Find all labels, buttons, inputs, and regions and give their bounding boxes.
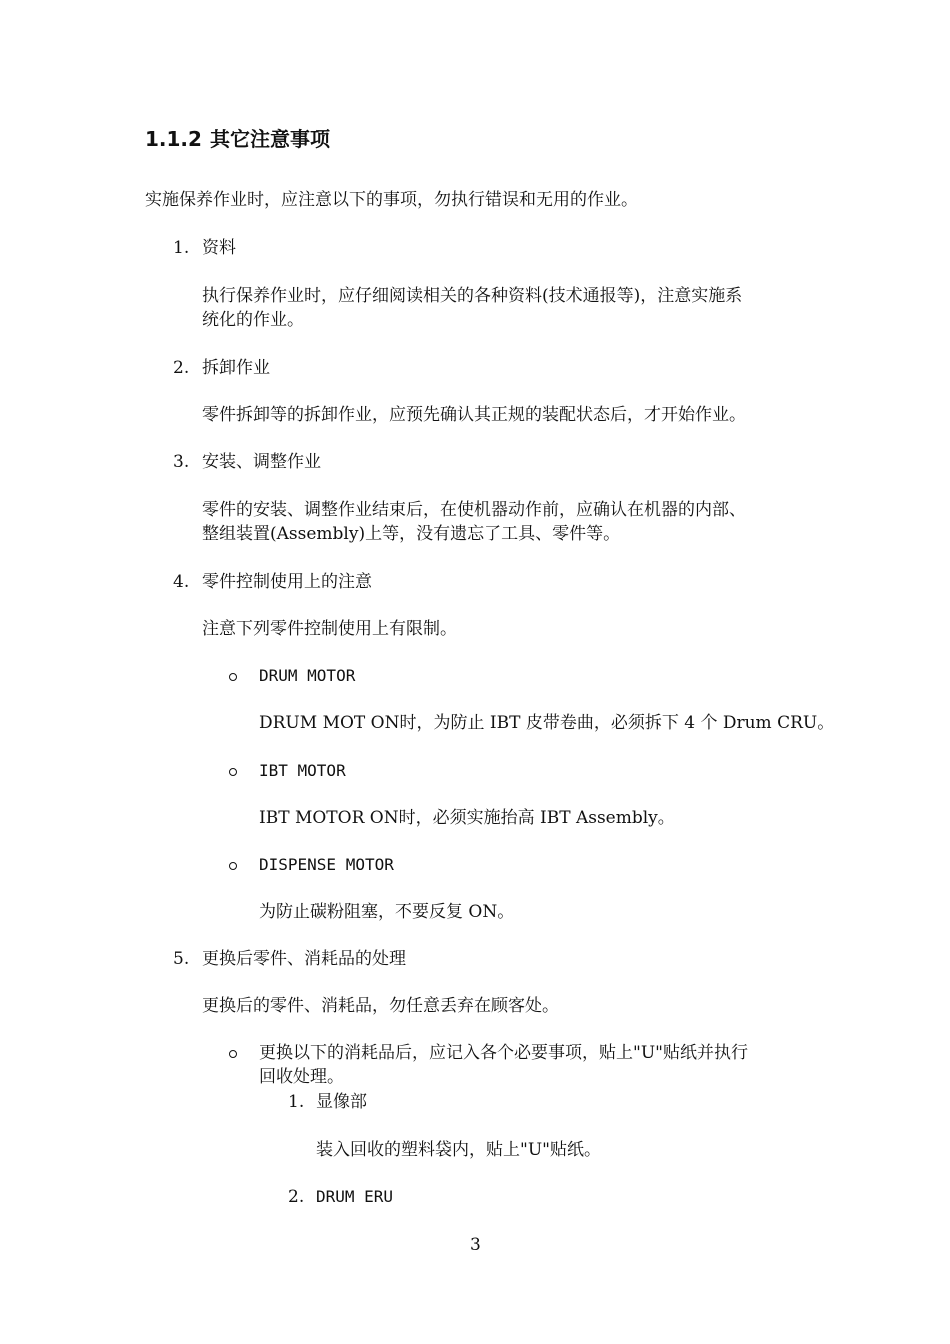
item-3-number: 3.	[173, 452, 190, 472]
step-1-title: 显像部	[316, 1092, 367, 1112]
item-4-title: 零件控制使用上的注意	[202, 572, 372, 592]
section-intro: 实施保养作业时，应注意以下的事项，勿执行错误和无用的作业。	[145, 190, 638, 210]
item-1-body-line-1: 执行保养作业时，应仔细阅读相关的各种资料(技术通报等)，注意实施系	[202, 286, 743, 306]
item-3-title: 安装、调整作业	[202, 452, 321, 472]
section-number: 1.1.2	[145, 127, 202, 151]
item-2-title: 拆卸作业	[202, 358, 270, 378]
bullet-icon	[229, 673, 237, 681]
sub-title-drum-motor: DRUM MOTOR	[259, 666, 356, 685]
item-5-body-line-1: 更换后的零件、消耗品，勿任意丢弃在顾客处。	[202, 996, 559, 1016]
item-5-number: 5.	[173, 949, 190, 969]
step-1-body: 装入回收的塑料袋内，贴上"U"贴纸。	[316, 1140, 601, 1160]
item-3-body-line-2: 整组装置(Assembly)上等，没有遗忘了工具、零件等。	[202, 524, 621, 544]
item-4-number: 4.	[173, 572, 190, 592]
sub-body-ibt-motor: IBT MOTOR ON时，必须实施抬高 IBT Assembly。	[259, 808, 675, 828]
bullet-icon	[229, 1050, 237, 1058]
step-2-number: 2.	[288, 1187, 305, 1207]
section-title: 其它注意事项	[210, 127, 330, 151]
item-3-body-line-1: 零件的安装、调整作业结束后，在使机器动作前，应确认在机器的内部、	[202, 500, 746, 520]
sub-title-dispense-motor: DISPENSE MOTOR	[259, 855, 394, 874]
sub-body-drum-motor: DRUM MOT ON时，为防止 IBT 皮带卷曲，必须拆下 4 个 Drum CRU。	[259, 713, 835, 733]
sub-body-dispense-motor: 为防止碳粉阻塞，不要反复 ON。	[259, 902, 515, 922]
page-number: 3	[470, 1235, 481, 1255]
item-1-title: 资料	[202, 238, 236, 258]
bullet-icon	[229, 768, 237, 776]
item-2-number: 2.	[173, 358, 190, 378]
step-1-number: 1.	[288, 1092, 305, 1112]
item-5-title: 更换后零件、消耗品的处理	[202, 949, 406, 969]
item-1-body-line-2: 统化的作业。	[202, 310, 304, 330]
bullet-icon	[229, 862, 237, 870]
sub-title-replace-line-2: 回收处理。	[259, 1067, 344, 1087]
item-2-body-line-1: 零件拆卸等的拆卸作业，应预先确认其正规的装配状态后，才开始作业。	[202, 405, 746, 425]
item-4-body-line-1: 注意下列零件控制使用上有限制。	[202, 619, 457, 639]
step-2-title: DRUM ERU	[316, 1187, 394, 1206]
item-1-number: 1.	[173, 238, 190, 258]
sub-title-replace-line-1: 更换以下的消耗品后，应记入各个必要事项，贴上"U"贴纸并执行	[259, 1043, 748, 1063]
sub-title-ibt-motor: IBT MOTOR	[259, 761, 346, 780]
